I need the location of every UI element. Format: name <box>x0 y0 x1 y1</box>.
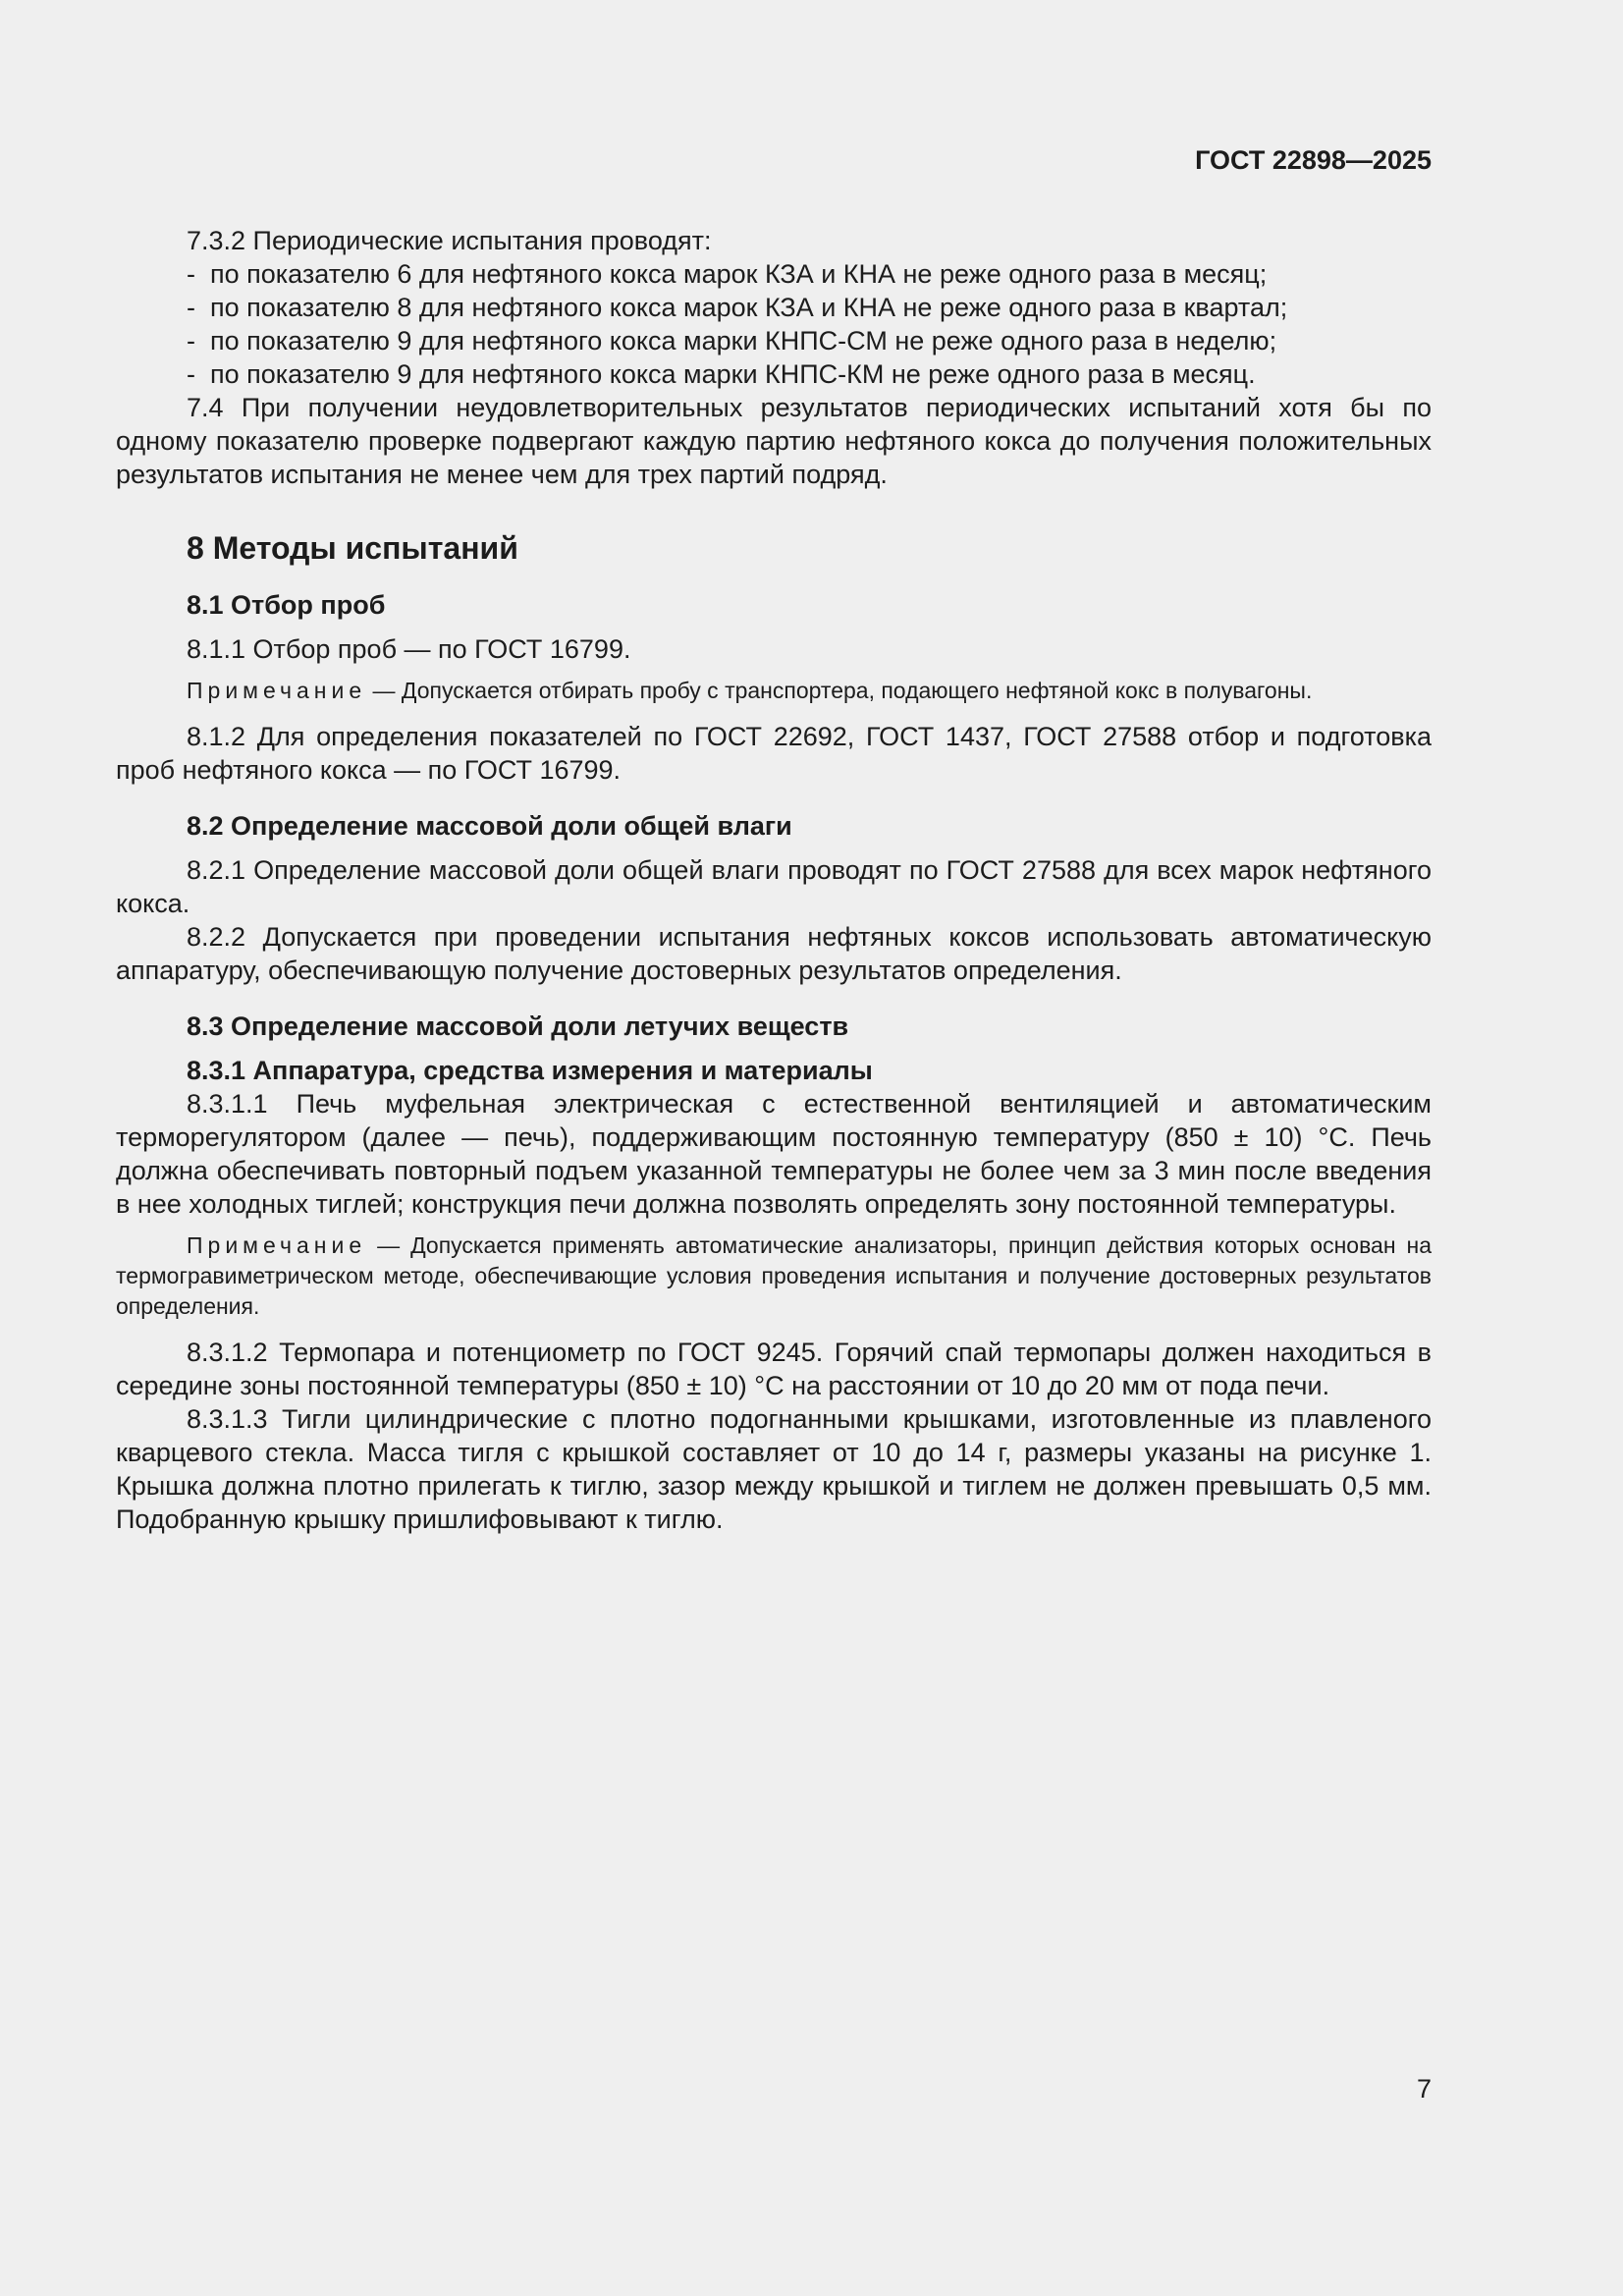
list-item <box>116 324 1432 357</box>
list-dash: - <box>187 359 195 389</box>
section-7-3-2-title: 7.3.2 Периодические испытания проводят: <box>187 226 712 255</box>
list-item <box>116 291 1432 324</box>
note-2 <box>116 1230 1432 1322</box>
section-8-1-heading: 8.1 Отбор проб <box>187 590 386 620</box>
page-number: 7 <box>1416 2074 1432 2104</box>
section-8-3-1-3: 8.3.1.3 Тигли цилиндрические с плотно подогнанными крышками, изготовленные из плавленого кварцевого стекла. Масса тигля с крышкой составляет от 10 до 14 г, размеры указаны на рисунке 1. Крышка должна плотно прилегать к тиглю, зазор между крышкой и тиглем не должен превышать 0,5 мм. Подобранную крышку пришлифовывают к тиглю. <box>116 1404 1432 1534</box>
note-text: — Допускается применять автоматические анализаторы, принцип действия которых основан на термогравиметрическом методе, обеспечивающие условия проведения испытания и получение достоверных результатов определения. <box>116 1232 1432 1319</box>
list-item-text: по показателю 9 для нефтяного кокса марки КНПС-КМ не реже одного раза в месяц. <box>210 359 1256 389</box>
list-dash: - <box>187 326 195 355</box>
section-8-1-1: 8.1.1 Отбор проб — по ГОСТ 16799. <box>187 634 631 664</box>
section-8-2-heading: 8.2 Определение массовой доли общей влаги <box>187 811 792 841</box>
list-item <box>116 357 1432 391</box>
list-item-text: по показателю 9 для нефтяного кокса марки КНПС-СМ не реже одного раза в неделю; <box>210 326 1277 355</box>
section-8-3-1-heading: 8.3.1 Аппаратура, средства измерения и материалы <box>187 1056 873 1085</box>
section-8-1-2: 8.1.2 Для определения показателей по ГОСТ 22692, ГОСТ 1437, ГОСТ 27588 отбор и подготовка проб нефтяного кокса — по ГОСТ 16799. <box>116 722 1432 785</box>
note-text: — Допускается отбирать пробу с транспортера, подающего нефтяной кокс в полувагоны. <box>366 678 1313 703</box>
document-code: ГОСТ 22898—2025 <box>1195 145 1432 175</box>
note-label: Примечание <box>187 678 367 703</box>
section-8-2-2: 8.2.2 Допускается при проведении испытания нефтяных коксов использовать автоматическую аппаратуру, обеспечивающую получение достоверных результатов определения. <box>116 922 1432 985</box>
section-8-3-1-2: 8.3.1.2 Термопара и потенциометр по ГОСТ 9245. Горячий спай термопары должен находиться в середине зоны постоянной температуры (850 ± 10) °С на расстоянии от 10 до 20 мм от пода печи. <box>116 1338 1432 1400</box>
section-8-3-heading: 8.3 Определение массовой доли летучих веществ <box>187 1011 849 1041</box>
list-item <box>116 257 1432 291</box>
list-dash: - <box>187 259 195 289</box>
list-item-text: по показателю 6 для нефтяного кокса марок КЗА и КНА не реже одного раза в месяц; <box>210 259 1268 289</box>
note-label: Примечание <box>187 1232 367 1258</box>
section-8-2-1: 8.2.1 Определение массовой доли общей влаги проводят по ГОСТ 27588 для всех марок нефтяного кокса. <box>116 855 1432 918</box>
section-7-4: 7.4 При получении неудовлетворительных результатов периодических испытаний хотя бы по одному показателю проверке подвергают каждую партию нефтяного кокса до получения положительных результатов испытания не менее чем для трех партий подряд. <box>116 393 1432 489</box>
list-dash: - <box>187 293 195 322</box>
document-body <box>116 224 1432 1536</box>
section-8-heading: 8 Методы испытаний <box>187 530 518 566</box>
list-item-text: по показателю 8 для нефтяного кокса марок КЗА и КНА не реже одного раза в квартал; <box>210 293 1288 322</box>
section-8-3-1-1: 8.3.1.1 Печь муфельная электрическая с естественной вентиляцией и автоматическим терморегулятором (далее — печь), поддерживающим постоянную температуру (850 ± 10) °С. Печь должна обеспечивать повторный подъем указанной температуры не более чем за 3 мин после введения в нее холодных тиглей; конструкция печи должна позволять определять зону постоянной температуры. <box>116 1089 1432 1219</box>
note-1 <box>116 676 1432 706</box>
